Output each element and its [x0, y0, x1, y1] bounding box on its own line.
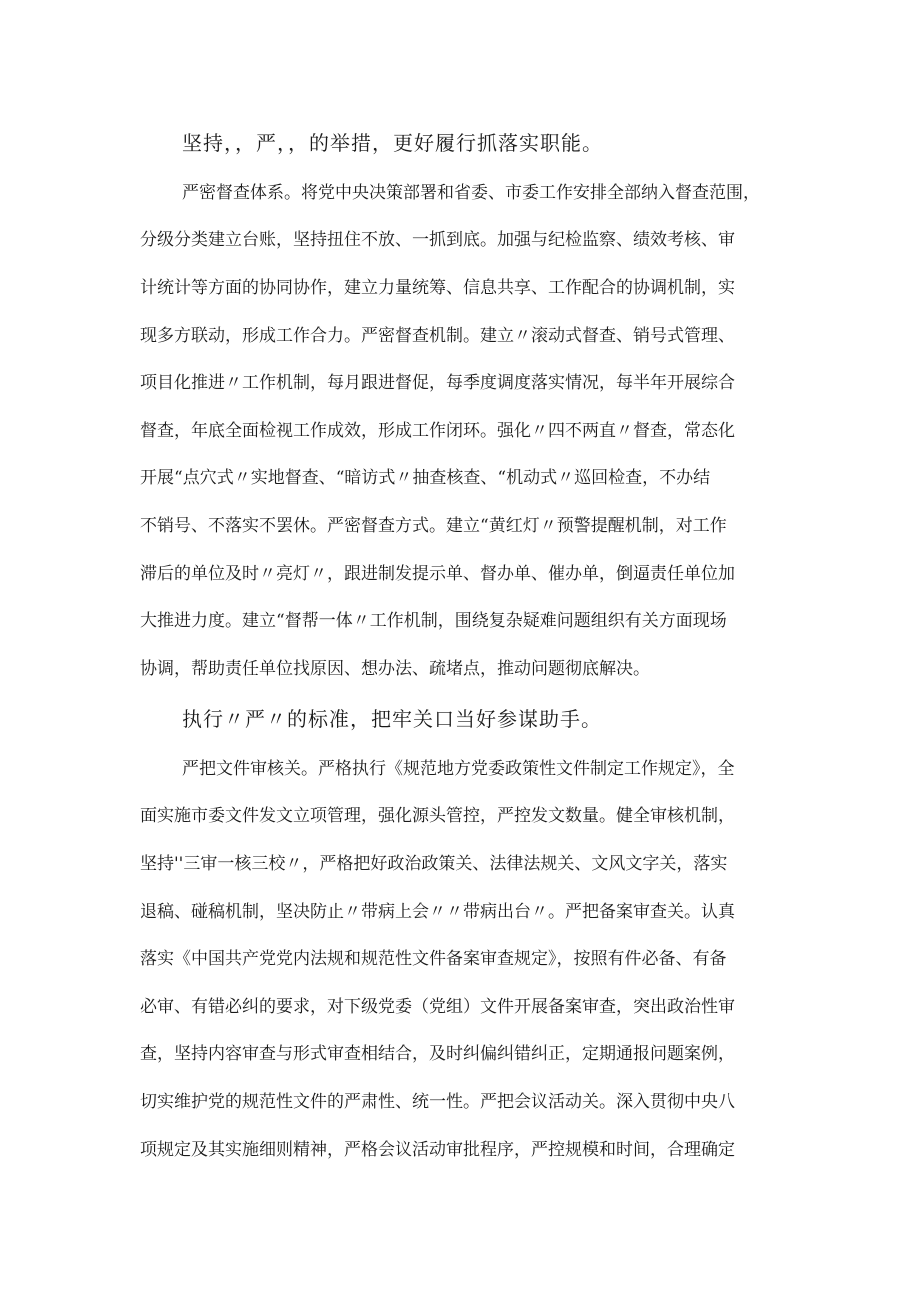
paragraph-line: 落实《中国共产党党内法规和规范性文件备案审查规定》，按照有件必备、有备	[140, 949, 727, 969]
paragraph-line: 项规定及其实施细则精神，严格会议活动审批程序，严控规模和时间，合理确定	[140, 1140, 735, 1160]
paragraph-line: 滞后的单位及时〃亮灯〃，跟进制发提示单、督办单、催办单，倒逼责任单位加	[140, 564, 735, 584]
paragraph-line: 现多方联动，形成工作合力。严密督查机制。建立〃滚动式督查、销号式管理、	[140, 326, 735, 346]
paragraph-line: 大推进力度。建立“督帮一体〃工作机制，围绕复杂疑难问题组织有关方面现场	[140, 611, 727, 631]
paragraph-line: 协调，帮助责任单位找原因、想办法、疏堵点，推动问题彻底解决。	[140, 659, 650, 679]
section-heading-2: 执行〃严〃的标准，把牢关口当好参谋助手。	[182, 707, 602, 731]
paragraph-line: 督查，年底全面检视工作成效，形成工作闭环。强化〃四不两直〃督查，常态化	[140, 421, 735, 441]
paragraph-line: 不销号、不落实不罢休。严密督查方式。建立“黄红灯〃预警提醒机制，对工作	[140, 516, 727, 536]
paragraph-line: 面实施市委文件发文立项管理，强化源头管控，严控发文数量。健全审核机制，	[140, 806, 735, 826]
paragraph-line: 计统计等方面的协同协作，建立力量统筹、信息共享、工作配合的协调机制，实	[140, 278, 735, 298]
section-heading-1: 坚持，，严，，的举措，更好履行抓落实职能。	[182, 131, 603, 155]
paragraph-line: 必审、有错必纠的要求，对下级党委（党组）文件开展备案审查，突出政治性审	[140, 997, 735, 1017]
paragraph-line: 分级分类建立台账，坚持扭住不放、一抓到底。加强与纪检监察、绩效考核、审	[140, 230, 735, 250]
paragraph-line: 严把文件审核关。严格执行《规范地方党委政策性文件制定工作规定》，全	[182, 759, 735, 779]
paragraph-line: 开展“点穴式〃实地督查、“暗访式〃抽查核查、“机动式〃巡回检查，不办结	[140, 468, 711, 488]
paragraph-line: 退稿、碰稿机制，坚决防止〃带病上会〃〃带病出台〃。严把备案审查关。认真	[140, 902, 735, 922]
paragraph-line: 项目化推进〃工作机制，每月跟进督促，每季度调度落实情况，每半年开展综合	[140, 373, 735, 393]
paragraph-line: 切实维护党的规范性文件的严肃性、统一性。严把会议活动关。深入贯彻中央八	[140, 1092, 735, 1112]
paragraph-line: 严密督查体系。将党中央决策部署和省委、市委工作安排全部纳入督查范围，	[182, 183, 760, 203]
paragraph-line: 坚持''三审一核三校〃，严格把好政治政策关、法律法规关、文风文字关，落实	[140, 854, 728, 874]
paragraph-line: 查，坚持内容审查与形式审查相结合，及时纠偏纠错纠正，定期通报问题案例，	[140, 1044, 735, 1064]
